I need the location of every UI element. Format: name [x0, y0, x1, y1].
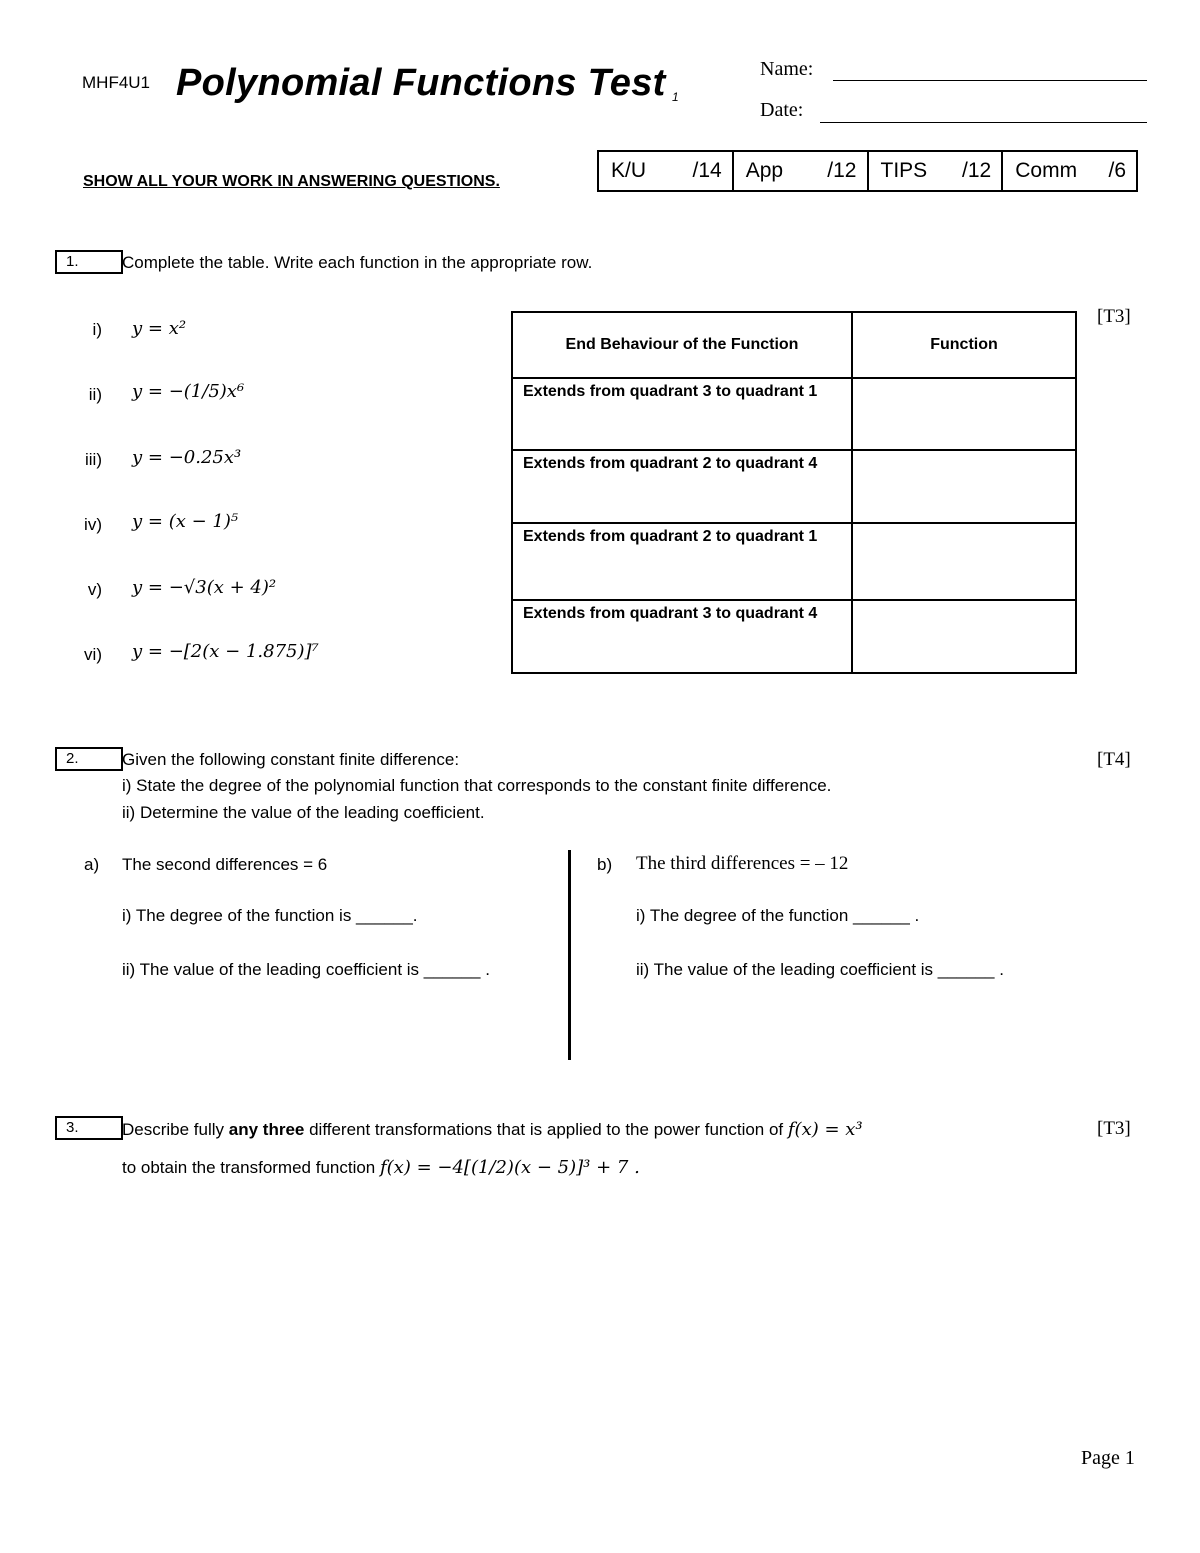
- question-3-text: to obtain the transformed function: [122, 1158, 380, 1177]
- question-3-emphasis: any three: [228, 1120, 305, 1139]
- function-expression: y = −√3(x + 4)²: [132, 577, 277, 598]
- mark-category: K/U: [611, 159, 647, 182]
- part-b-label: b): [597, 855, 613, 874]
- table-row: [512, 450, 1076, 523]
- part-b-coefficient: ii) The value of the leading coefficient is ______ .: [636, 960, 1004, 979]
- marks-box: [597, 150, 1138, 192]
- behaviour-cell: Extends from quadrant 3 to quadrant 4: [512, 600, 852, 673]
- behaviour-cell: Extends from quadrant 2 to quadrant 1: [512, 523, 852, 600]
- function-label: ii): [88, 385, 102, 404]
- mark-category: Comm: [1015, 159, 1078, 182]
- marks-comm: [1003, 152, 1136, 190]
- mark-total: /12: [827, 159, 857, 182]
- date-field[interactable]: [820, 122, 1147, 123]
- mark-total: /12: [962, 159, 992, 182]
- function-answer-cell[interactable]: [852, 378, 1076, 450]
- behaviour-cell: Extends from quadrant 3 to quadrant 1: [512, 378, 852, 450]
- marks-tips: [869, 152, 1004, 190]
- question-2-prompt: Given the following constant finite difference:: [122, 750, 460, 769]
- end-behaviour-table: [511, 311, 1077, 674]
- function-label: iv): [84, 515, 102, 534]
- function-answer-cell[interactable]: [852, 600, 1076, 673]
- part-a-statement: The second differences = 6: [122, 855, 328, 874]
- question-2-number: 2.: [55, 747, 123, 771]
- function-expression: y = −(1/5)x⁶: [132, 381, 245, 402]
- table-header: Function: [852, 312, 1076, 378]
- function-label: i): [92, 320, 102, 339]
- question-1-tag: [T3]: [1097, 306, 1131, 327]
- table-row: [512, 600, 1076, 673]
- mark-total: /6: [1108, 159, 1126, 182]
- date-label: Date:: [760, 99, 804, 121]
- course-code: MHF4U1: [82, 73, 151, 92]
- question-3-text: different transformations that is applied to the power function of: [304, 1120, 788, 1139]
- question-2-tag: [T4]: [1097, 749, 1131, 770]
- function-expression: y = −0.25x³: [132, 447, 242, 468]
- question-3-line-1: [122, 1119, 863, 1140]
- part-a-label: a): [84, 855, 100, 874]
- question-1-prompt: Complete the table. Write each function in the appropriate row.: [122, 253, 593, 272]
- function-label: vi): [84, 645, 102, 664]
- mark-category: App: [745, 159, 784, 182]
- question-3-number: 3.: [55, 1116, 123, 1140]
- test-title: Polynomial Functions Test: [176, 62, 666, 104]
- transformed-function: f(x) = −4[(1/2)(x − 5)]³ + 7 .: [380, 1157, 640, 1178]
- title-subscript: 1: [672, 90, 679, 104]
- function-expression: y = (x − 1)⁵: [132, 511, 239, 532]
- function-label: v): [87, 580, 102, 599]
- marks-ku: [599, 152, 734, 190]
- table-header-row: [512, 312, 1076, 378]
- function-expression: y = x²: [132, 318, 187, 339]
- mark-category: TIPS: [880, 159, 928, 182]
- part-a-degree: i) The degree of the function is ______.: [122, 906, 418, 925]
- column-divider: [568, 850, 571, 1060]
- question-3-tag: [T3]: [1097, 1118, 1131, 1139]
- question-3-line-2: [122, 1157, 640, 1178]
- part-b-degree: i) The degree of the function ______ .: [636, 906, 920, 925]
- part-a-coefficient: ii) The value of the leading coefficient is ______ .: [122, 960, 490, 979]
- function-expression: y = −[2(x − 1.875)]⁷: [132, 641, 319, 662]
- question-3-text: Describe fully: [122, 1120, 229, 1139]
- marks-app: [734, 152, 869, 190]
- behaviour-cell: Extends from quadrant 2 to quadrant 4: [512, 450, 852, 523]
- function-answer-cell[interactable]: [852, 523, 1076, 600]
- power-function: f(x) = x³: [787, 1119, 863, 1140]
- part-b-statement: The third differences = – 12: [636, 853, 849, 874]
- instruction: SHOW ALL YOUR WORK IN ANSWERING QUESTIONS.: [83, 173, 500, 190]
- table-header: End Behaviour of the Function: [512, 312, 852, 378]
- name-label: Name:: [760, 58, 814, 80]
- name-field[interactable]: [833, 80, 1147, 81]
- question-2-part-ii: ii) Determine the value of the leading coefficient.: [122, 803, 485, 822]
- mark-total: /14: [692, 159, 722, 182]
- function-label: iii): [85, 450, 102, 469]
- question-1-number: 1.: [55, 250, 123, 274]
- table-row: [512, 378, 1076, 450]
- page-number: Page 1: [1081, 1447, 1135, 1469]
- question-2-part-i: i) State the degree of the polynomial function that corresponds to the constant finite difference.: [122, 776, 832, 795]
- function-answer-cell[interactable]: [852, 450, 1076, 523]
- table-row: [512, 523, 1076, 600]
